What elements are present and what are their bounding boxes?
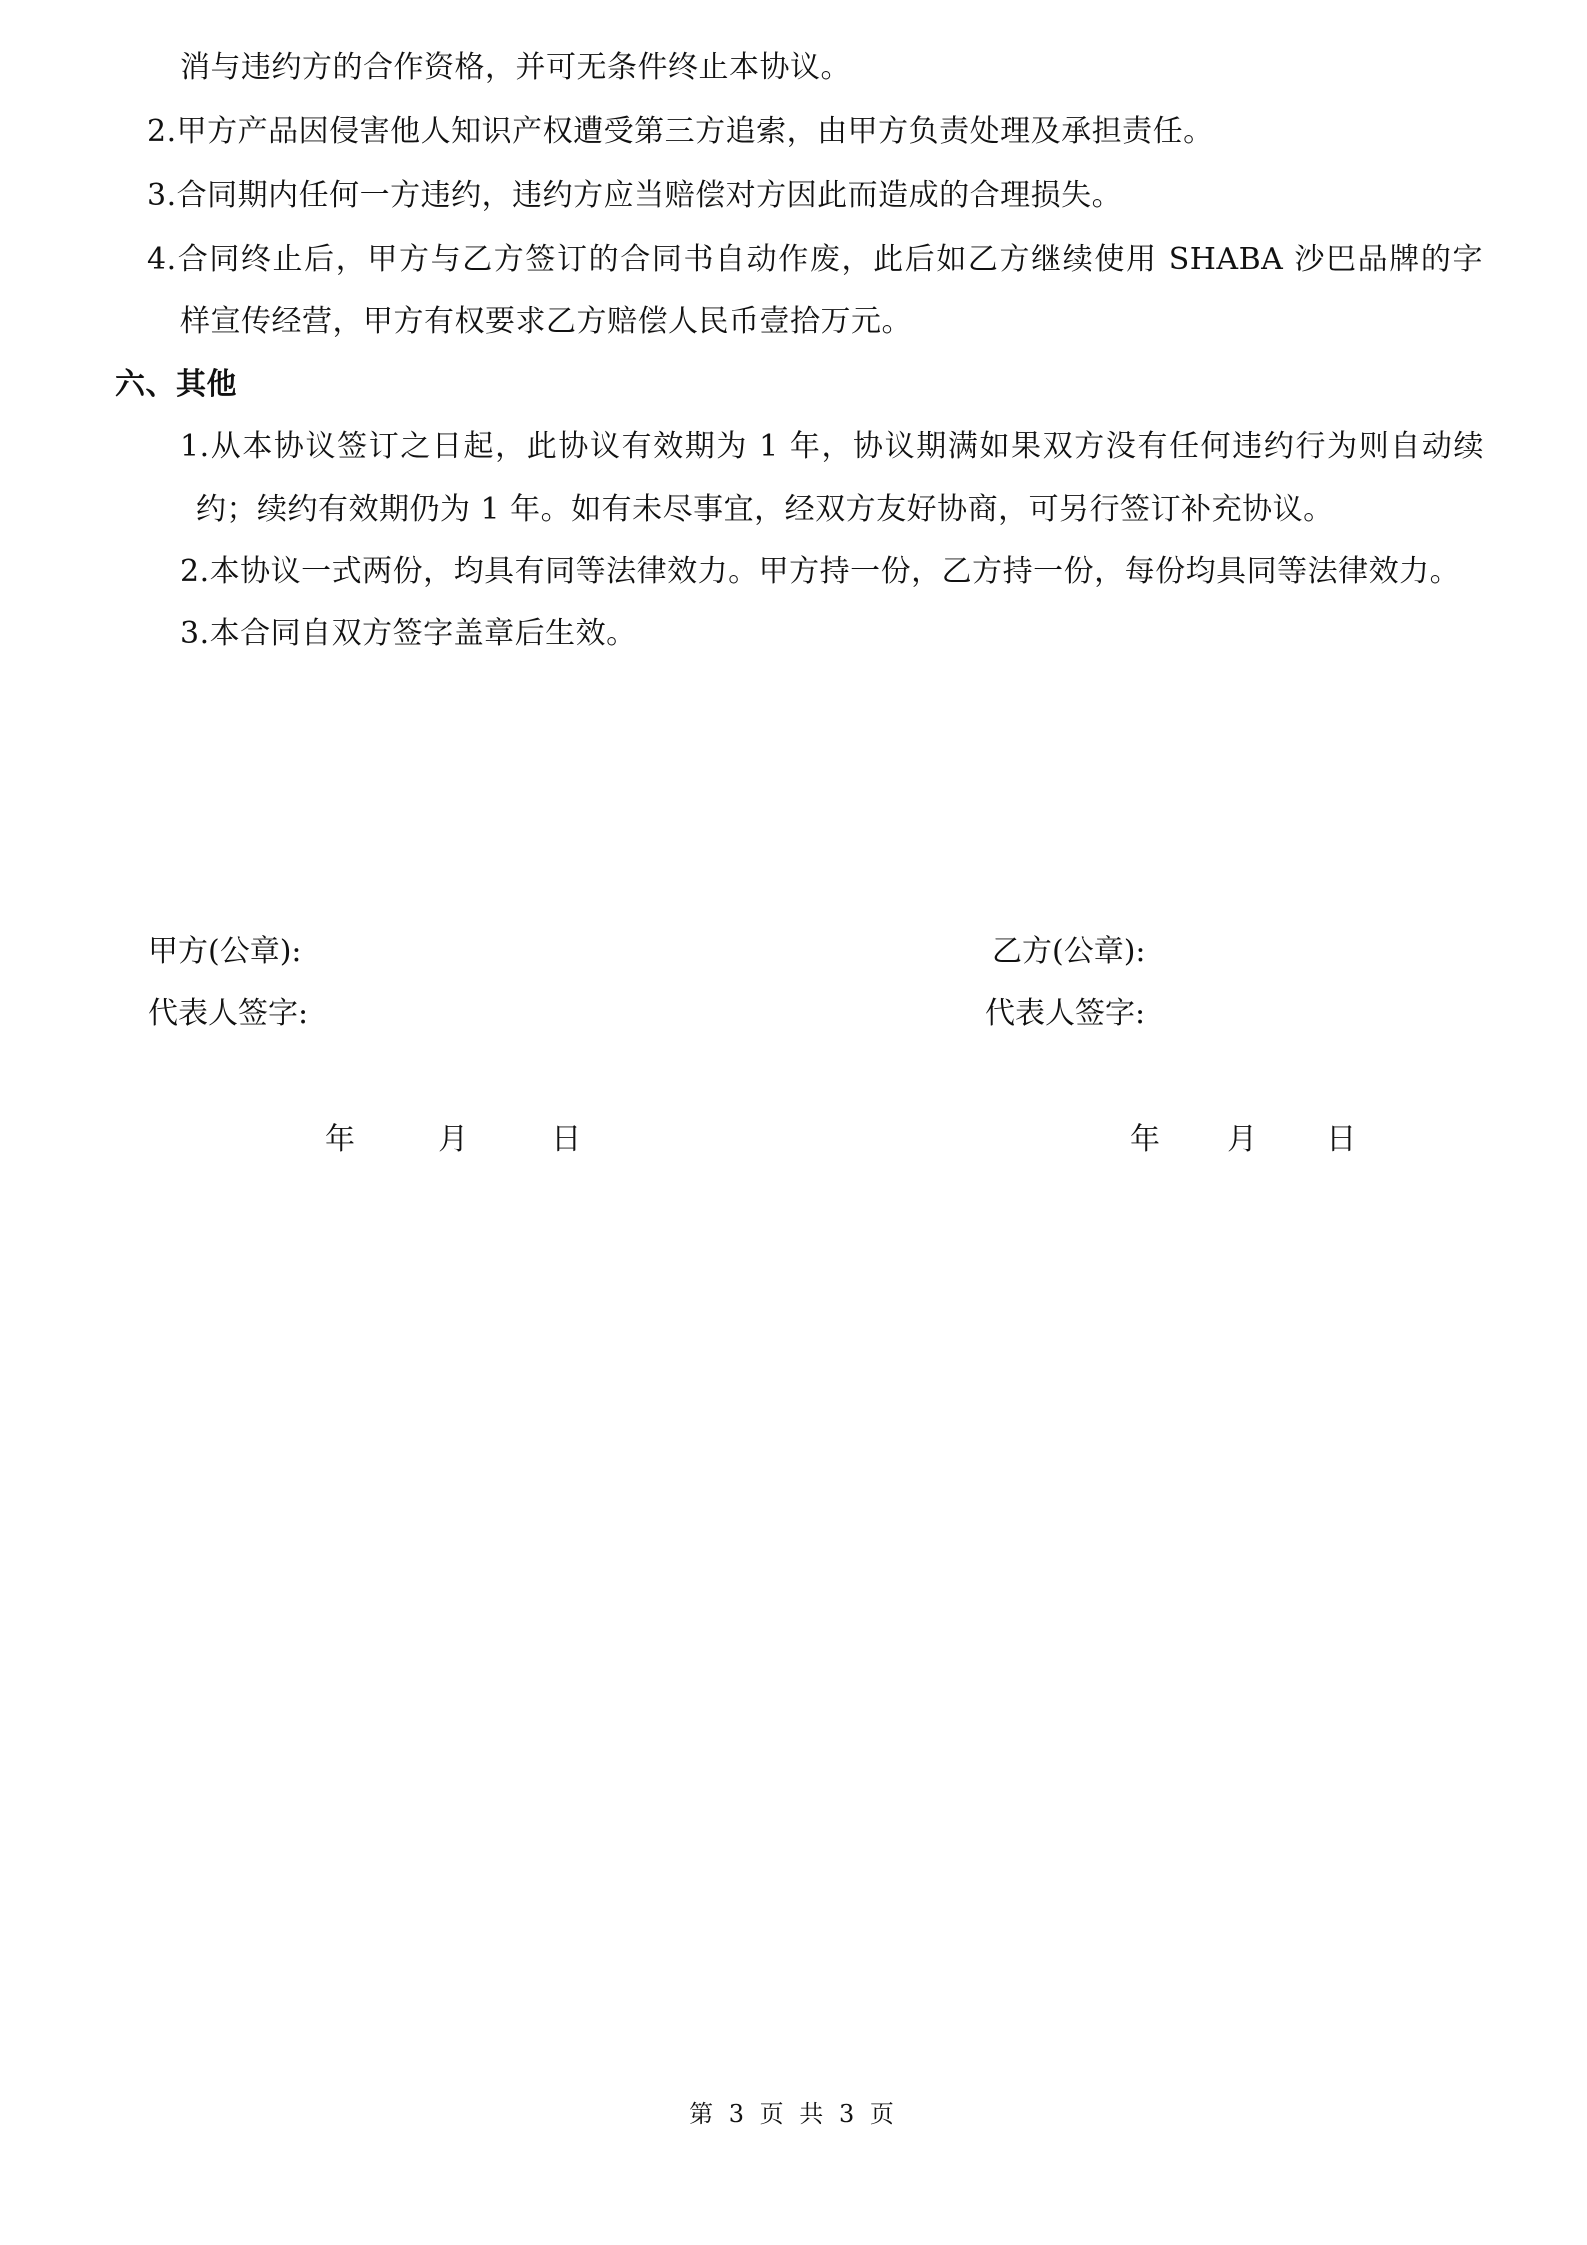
page-number-footer: 第 3 页 共 3 页 — [689, 2100, 898, 2128]
party-a-seal-label: 甲方(公章): — [148, 934, 302, 969]
clause-6-2: 2.本协议一式两份，均具有同等法律效力。甲方持一份，乙方持一份，每份均具同等法律效力。 — [180, 554, 1461, 589]
clause-6-1-line-1: 1.从本协议签订之日起，此协议有效期为 1 年，协议期满如果双方没有任何违约行为则自动续 — [180, 429, 1484, 464]
clause-5-1-continuation: 消与违约方的合作资格，并可无条件终止本协议。 — [180, 50, 851, 85]
clause-5-4-line-1: 4.合同终止后，甲方与乙方签订的合同书自动作废，此后如乙方继续使用 SHABA 沙巴品牌的字 — [147, 242, 1483, 277]
party-a-date-month: 月 — [438, 1122, 469, 1157]
clause-6-3: 3.本合同自双方签字盖章后生效。 — [180, 616, 637, 651]
party-a-date-day: 日 — [551, 1122, 582, 1157]
party-b-seal-label: 乙方(公章): — [992, 934, 1146, 969]
section-6-heading: 六、其他 — [115, 367, 237, 402]
party-b-date-day: 日 — [1326, 1122, 1357, 1157]
party-b-date-year: 年 — [1130, 1122, 1160, 1157]
clause-5-3: 3.合同期内任何一方违约，违约方应当赔偿对方因此而造成的合理损失。 — [147, 178, 1123, 213]
party-a-rep-label: 代表人签字: — [148, 996, 309, 1031]
party-b-date — [1130, 1120, 1356, 1160]
clause-5-4-line-2: 样宣传经营，甲方有权要求乙方赔偿人民币壹拾万元。 — [180, 304, 912, 339]
party-a-date-year: 年 — [325, 1122, 355, 1157]
party-a-date — [325, 1120, 581, 1160]
clause-5-2: 2.甲方产品因侵害他人知识产权遭受第三方追索，由甲方负责处理及承担责任。 — [147, 114, 1214, 149]
party-b-rep-label: 代表人签字: — [985, 996, 1146, 1031]
clause-6-1-line-2: 约；续约有效期仍为 1 年。如有未尽事宜，经双方友好协商，可另行签订补充协议。 — [196, 492, 1334, 527]
party-b-date-month: 月 — [1227, 1122, 1258, 1157]
